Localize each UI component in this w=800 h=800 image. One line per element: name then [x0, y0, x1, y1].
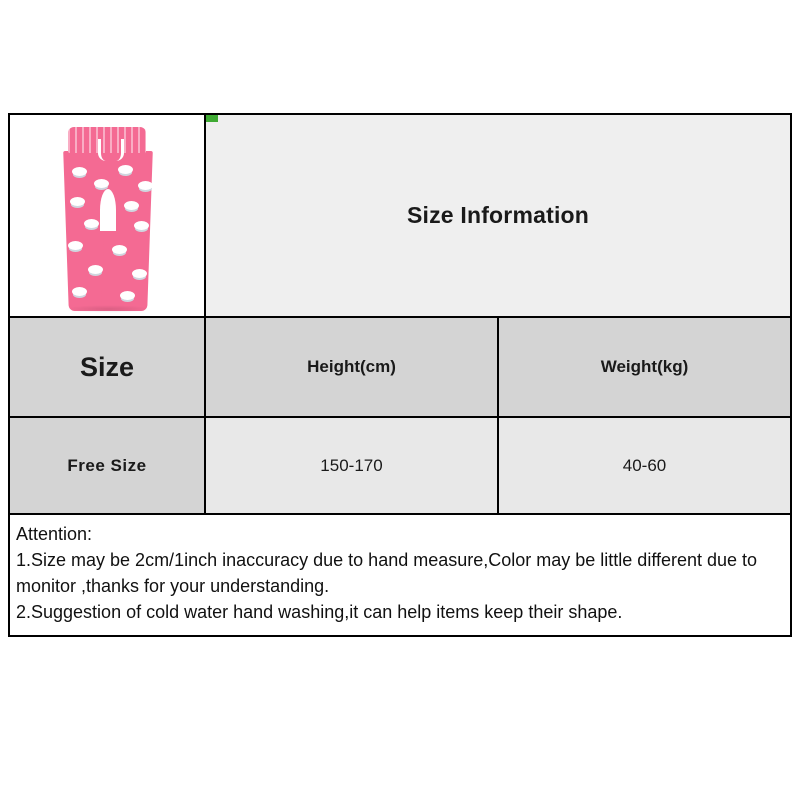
print-motif: [72, 287, 87, 296]
print-motif: [88, 265, 103, 274]
page-title: Size Information: [406, 202, 590, 228]
product-image: [38, 123, 178, 313]
print-motif: [84, 219, 99, 228]
cell-height: [206, 418, 499, 515]
attention-note-1: 1.Size may be 2cm/1inch inaccuracy due to hand measure,Color may be little different due to monitor ,thanks for your understanding.: [16, 550, 758, 596]
pajama-pants-illustration: [38, 123, 178, 313]
cell-size-value: Free Size: [67, 455, 147, 475]
size-information-table: [8, 113, 792, 637]
green-marker-icon: [206, 115, 218, 122]
print-motif: [112, 245, 127, 254]
product-shadow: [64, 305, 152, 313]
column-header-height: [206, 318, 499, 418]
attention-heading: Attention:: [16, 524, 93, 544]
table-column-header-row: [10, 318, 790, 418]
pants-drawstring: [98, 139, 124, 161]
print-motif: [120, 291, 135, 300]
attention-block: [10, 515, 790, 635]
attention-note-2: 2.Suggestion of cold water hand washing,it can help items keep their shape.: [16, 602, 623, 622]
cell-weight-value: 40-60: [622, 455, 667, 475]
pants-right-leg: [101, 151, 153, 311]
column-header-weight-label: Weight(kg): [600, 357, 689, 376]
product-image-cell: [10, 115, 206, 318]
print-motif: [134, 221, 149, 230]
column-header-height-label: Height(cm): [307, 357, 396, 376]
cell-size: [10, 418, 206, 515]
table-title-cell: [206, 115, 790, 318]
column-header-size: [10, 318, 206, 418]
print-motif: [118, 165, 133, 174]
pants-inseam: [100, 189, 116, 231]
print-motif: [70, 197, 85, 206]
table-header-row: [10, 115, 790, 318]
print-motif: [138, 181, 153, 190]
print-motif: [132, 269, 147, 278]
print-motif: [124, 201, 139, 210]
cell-weight: [499, 418, 790, 515]
cell-height-value: 150-170: [320, 455, 383, 475]
print-motif: [72, 167, 87, 176]
column-header-size-label: Size: [79, 351, 135, 382]
print-motif: [94, 179, 109, 188]
print-motif: [68, 241, 83, 250]
column-header-weight: [499, 318, 790, 418]
table-row: [10, 418, 790, 515]
